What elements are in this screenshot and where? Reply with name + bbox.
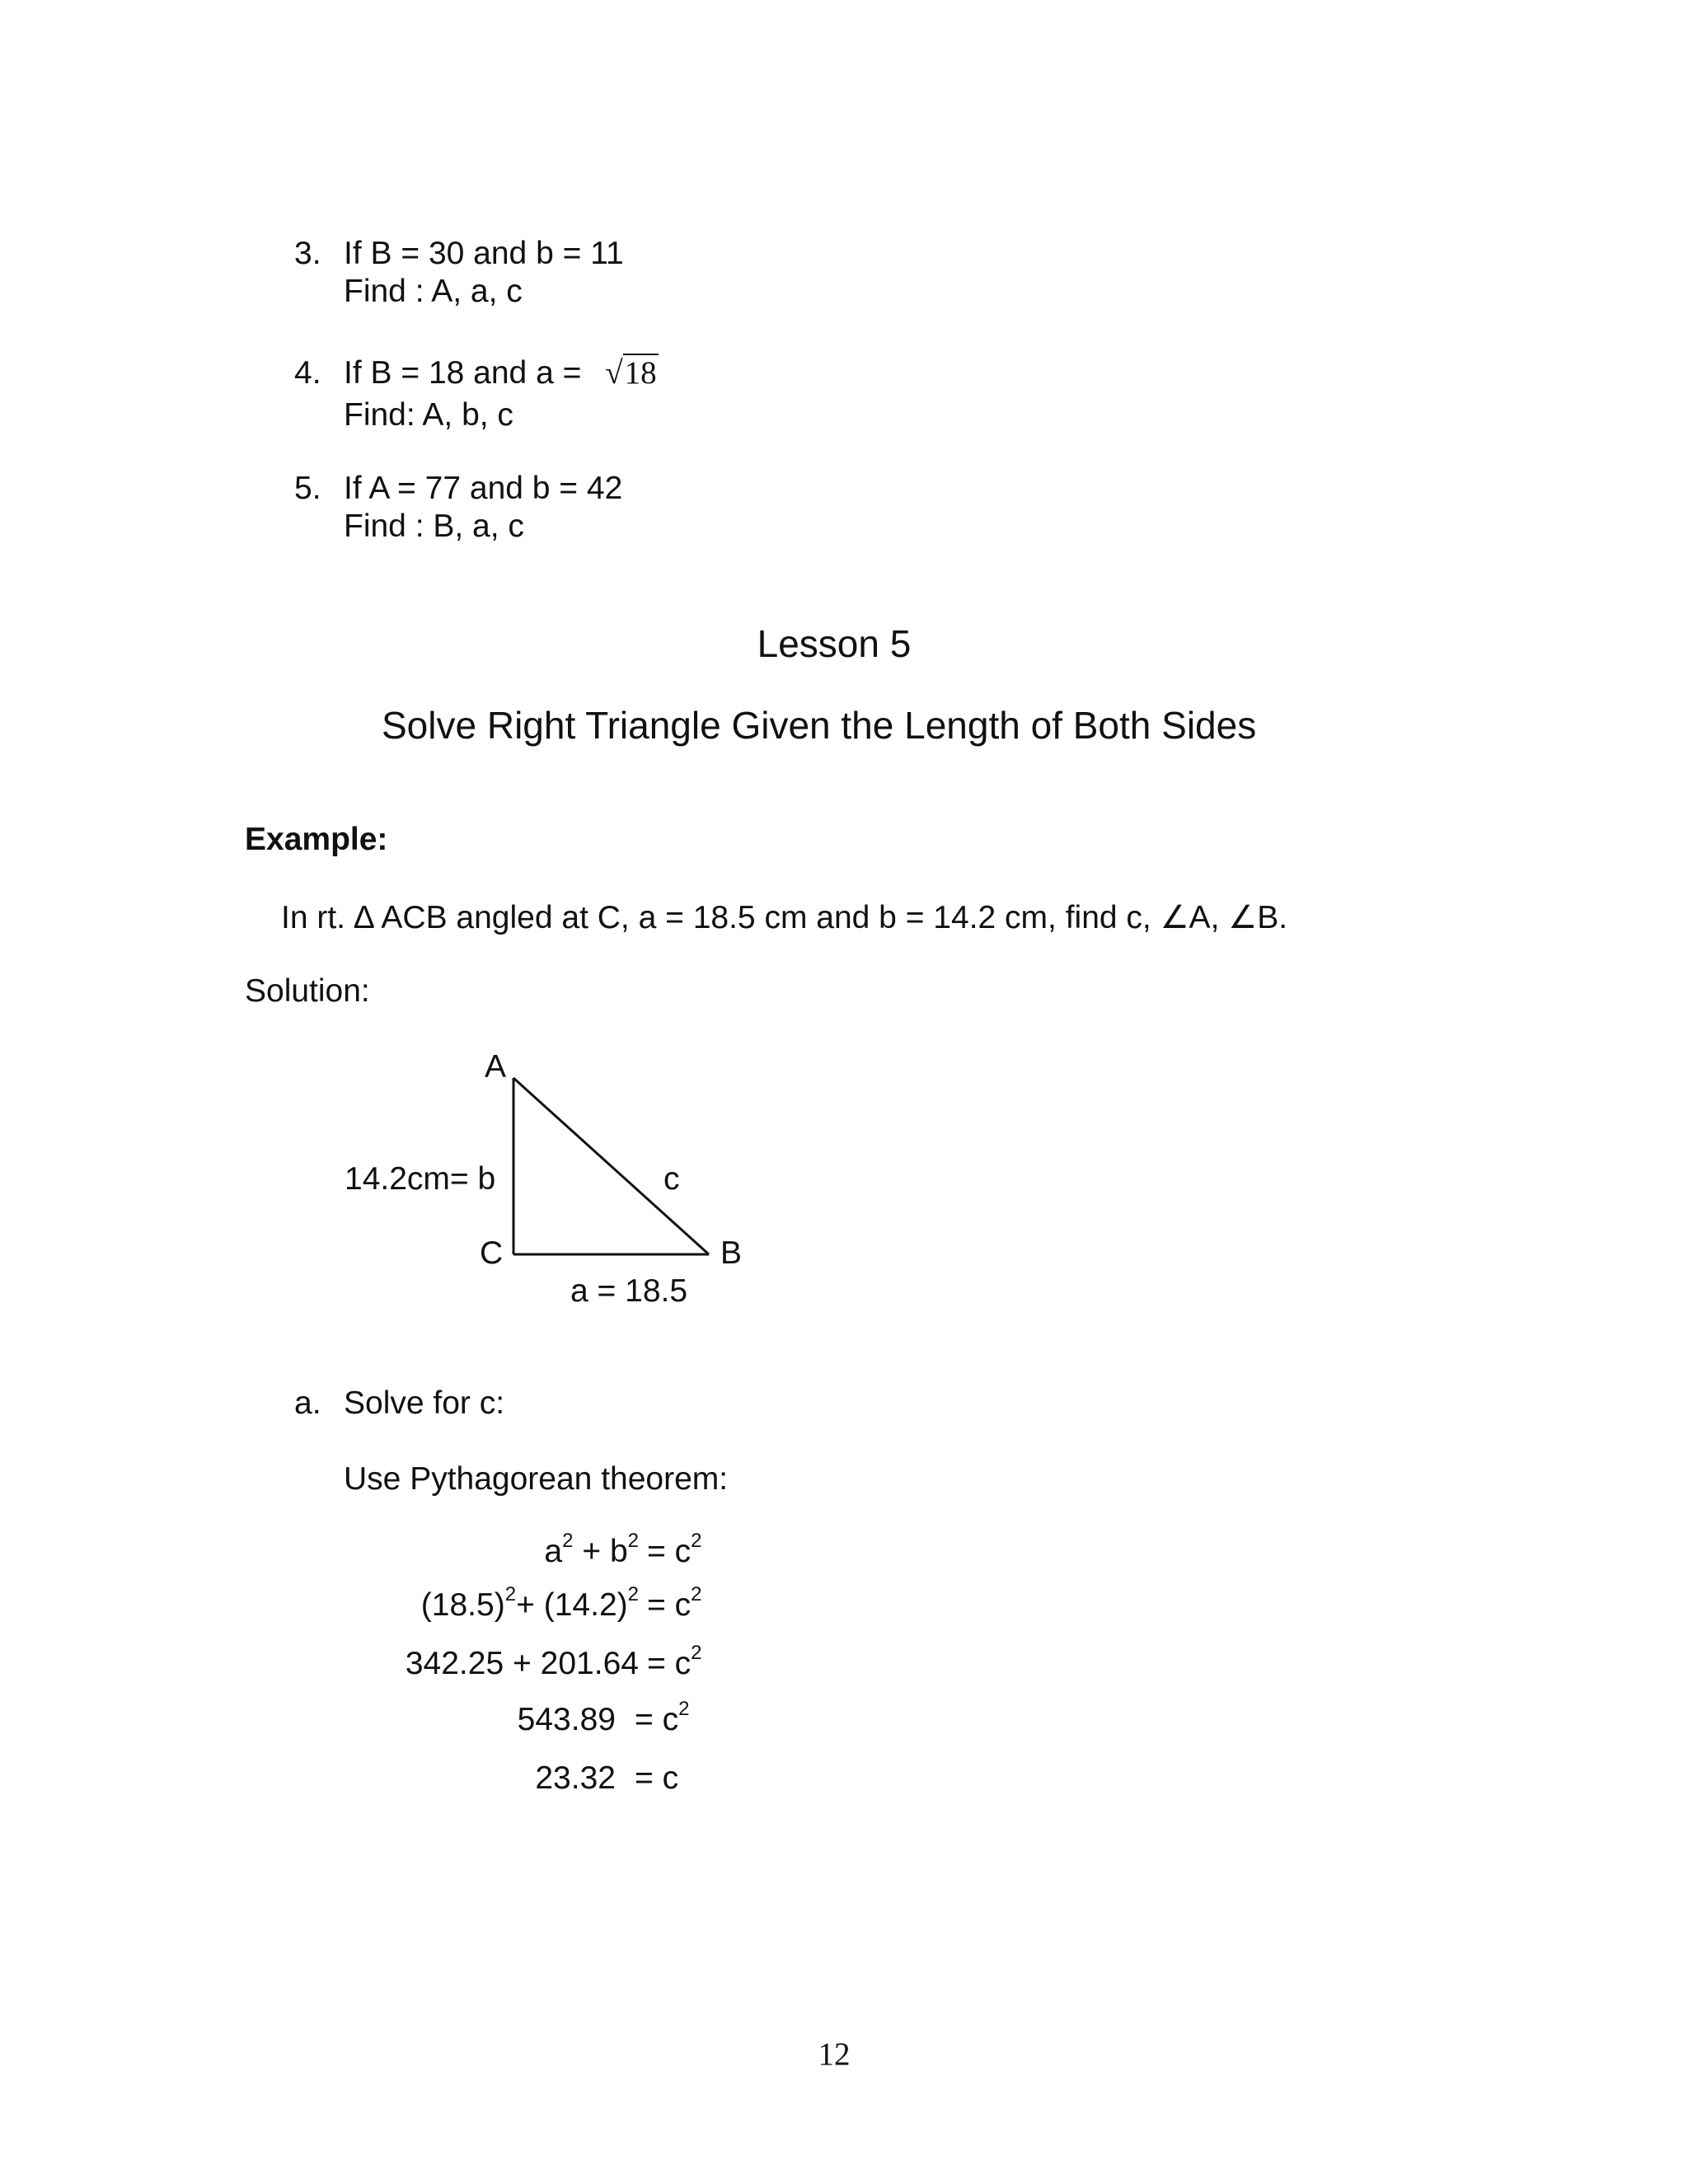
exercise-4-find: Find: A, b, c [344,397,513,433]
exercise-5-given: If A = 77 and b = 42 [344,471,623,506]
vertex-c-label: C [480,1235,504,1271]
example-heading: Example: [245,822,388,857]
lesson-subtitle: Solve Right Triangle Given the Length of Both Sides [382,704,1257,747]
exercise-4-number: 4. [294,355,321,391]
exercise-4-given-text: If B = 18 and a = [344,355,582,391]
side-c-label: c [663,1161,680,1197]
radicand: 18 [624,355,657,391]
exercise-3-number: 3. [294,236,321,271]
radical-sign-icon: √ [605,355,623,391]
equation-4-rhs: = $c^2$ [635,1698,690,1737]
example-problem: In rt. ∆ ACB angled at C, a = 18.5 cm and b = 14.2 cm, find c, ∠A, ∠B. [281,900,1288,935]
exercise-3-given: If B = 30 and b = 11 [344,236,624,271]
vertex-a-label: A [485,1049,507,1085]
vertex-b-label: B [720,1235,743,1271]
exercise-5-number: 5. [294,471,321,506]
equation-5-rhs: = c [635,1760,679,1796]
side-b-label: 14.2cm= b [345,1161,496,1197]
step-a-marker: a. [294,1385,321,1421]
equation-1-lhs: $a^2 + b^2$ [544,1530,639,1569]
equation-1-rhs: = $c^2$ [647,1530,702,1569]
exercise-5-find: Find : B, a, c [344,509,524,544]
method-label: Use Pythagorean theorem: [344,1461,729,1497]
equation-2-lhs: $(18.5)^2+ (14.2)^2$ [420,1583,639,1623]
equation-4-lhs: 543.89 [517,1702,616,1737]
solution-label: Solution: [245,973,370,1009]
step-a-label: Solve for c: [344,1385,505,1421]
lesson-title: Lesson 5 [757,622,912,665]
equation-2-rhs: = $c^2$ [647,1583,702,1623]
page-number: 12 [818,2036,851,2072]
equation-3-rhs: = $c^2$ [647,1642,702,1681]
side-a-label: a = 18.5 [570,1273,688,1309]
equation-3-lhs: 342.25 + 201.64 [405,1646,639,1681]
equation-5-lhs: 23.32 [535,1760,616,1796]
exercise-3-find: Find : A, a, c [344,274,523,309]
